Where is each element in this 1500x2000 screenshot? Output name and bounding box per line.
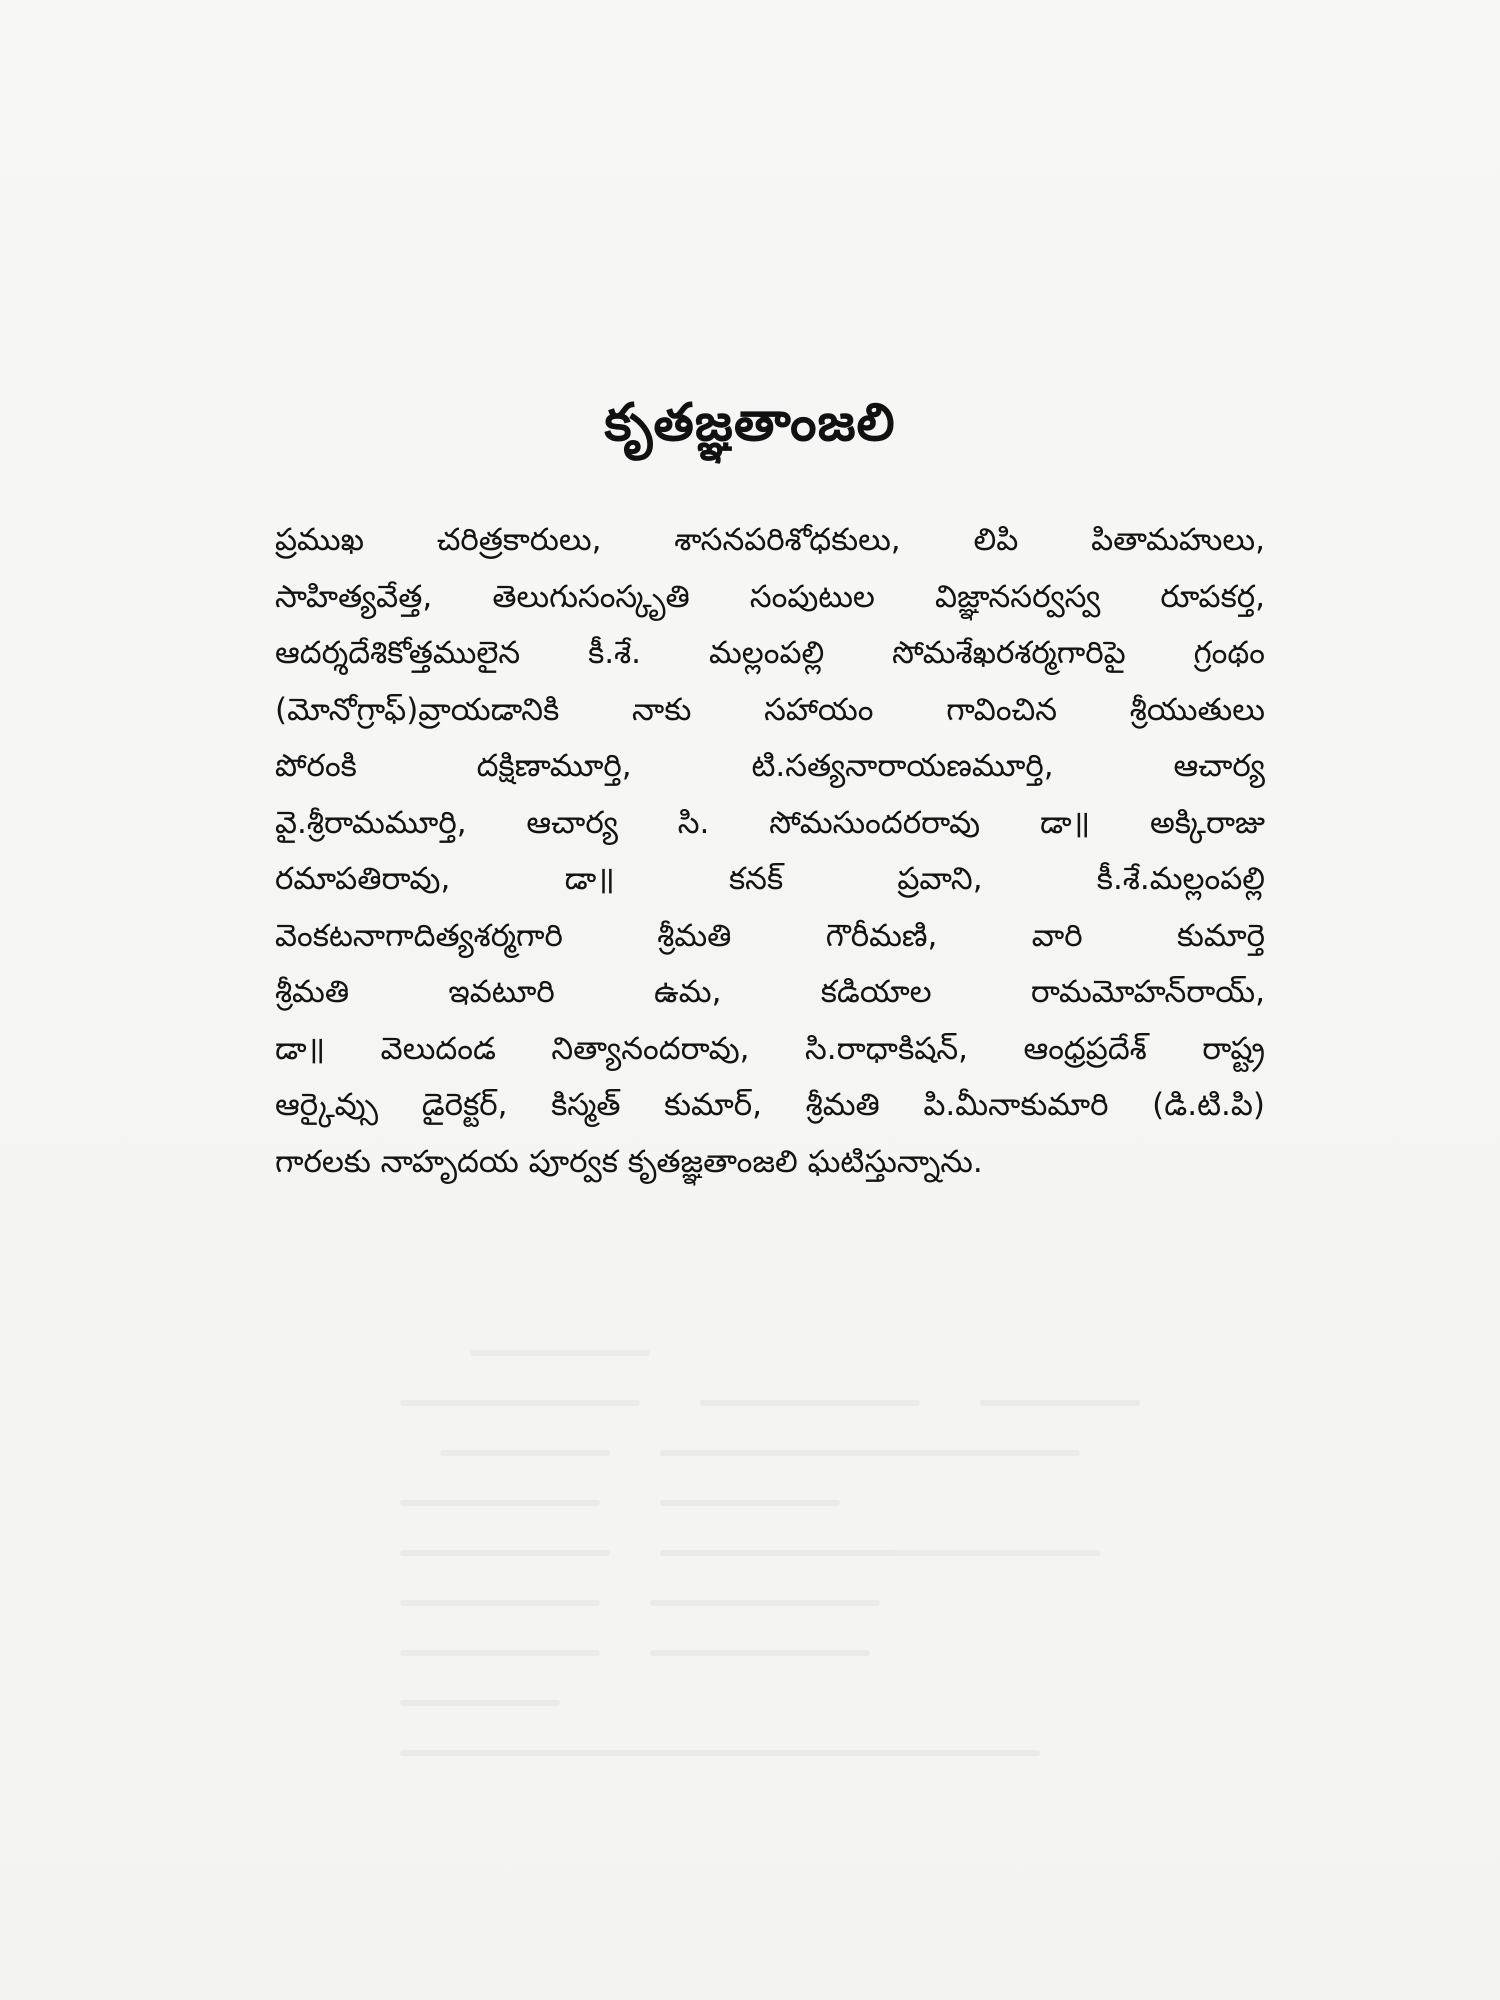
bleed-through-texture xyxy=(400,1310,1450,1770)
paragraph-line: (మోనోగ్రాఫ్)వ్రాయడానికి నాకు సహాయం గావించిన శ్రీయుతులు xyxy=(275,691,1265,728)
paragraph-line: ఆదర్శదేశికోత్తములైన కీ.శే. మల్లంపల్లి సోమశేఖరశర్మగారిపై గ్రంథం xyxy=(275,635,1265,671)
paragraph-line: సాహిత్యవేత్త, తెలుగుసంస్కృతి సంపుటుల విజ్ఞానసర్వస్వ రూపకర్త, xyxy=(275,578,1265,615)
paragraph-line: డా॥ వెలుదండ నిత్యానందరావు, సి.రాధాకిషన్, ఆంధ్రప్రదేశ్ రాష్ట్ర xyxy=(275,1030,1265,1067)
page-title: కృతజ్ఞతాంజలి xyxy=(604,393,896,453)
acknowledgement-paragraph xyxy=(275,512,1265,1190)
paragraph-line: ప్రముఖ చరిత్రకారులు, శాసనపరిశోధకులు, లిపి పితామహులు, xyxy=(275,522,1265,558)
paragraph-line: గారలకు నాహృదయ పూర్వక కృతజ్ఞతాంజలి ఘటిస్తున్నాను. xyxy=(275,1143,983,1180)
paragraph-line: ఆర్కైవ్సు డైరెక్టర్, కిస్మత్ కుమార్, శ్రీమతి పి.మీనాకుమారి (డి.టి.పి) xyxy=(275,1087,1265,1123)
paragraph-line: పోరంకి దక్షిణామూర్తి, టి.సత్యనారాయణమూర్తి, ఆచార్య xyxy=(275,748,1265,784)
paragraph-line: శ్రీమతి ఇవటూరి ఉమ, కడియాల రామమోహన్‌రాయ్, xyxy=(275,974,1265,1010)
paragraph-line: రమాపతిరావు, డా॥ కనక్ ప్రవాని, కీ.శే.మల్లంపల్లి xyxy=(275,861,1265,897)
paragraph-line: వై.శ్రీరామమూర్తి, ఆచార్య సి. సోమసుందరరావు డా॥ అక్కిరాజు xyxy=(275,804,1265,841)
paragraph-line: వెంకటనాగాదిత్యశర్మగారి శ్రీమతి గౌరీమణి, వారి కుమార్తె xyxy=(275,917,1265,954)
